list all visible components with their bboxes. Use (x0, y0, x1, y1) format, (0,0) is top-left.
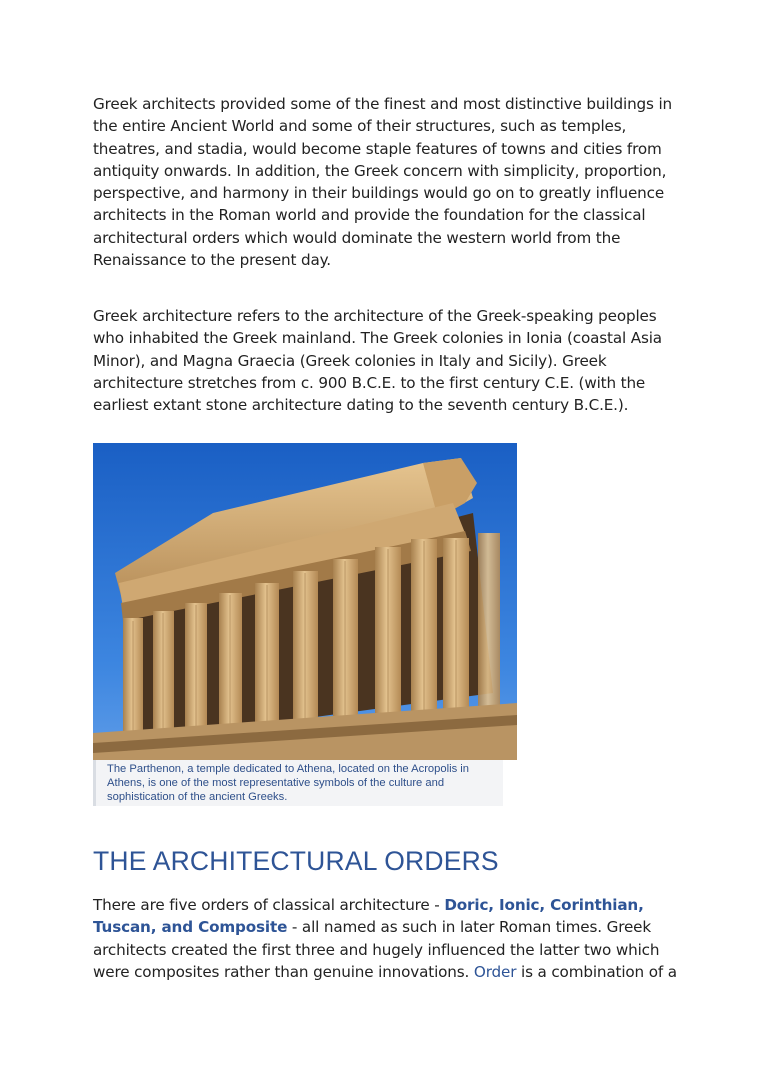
intro-paragraph-1: Greek architects provided some of the finest and most distinctive buildings in the entire Ancient World and some of their structures, such as temples, theatres, and stadia, would become staple features of towns and cities from antiquity onwards. In addition, the Greek concern with simplicity, proportion, perspective, and harmony in their buildings would go on to greatly influence architects in the Roman world and provide the foundation for the classical architectural orders which would dominate the western world from the Renaissance to the present day. (93, 95, 673, 270)
orders-paragraph (93, 894, 683, 983)
orders-text-middle: - all named as such in later Roman times. Greek architects created the first three and hugely influenced the latter two which were composites rather than genuine innovations. (93, 918, 660, 981)
intro-paragraph-2: Greek architecture refers to the architecture of the Greek-speaking peoples who inhabited the Greek mainland. The Greek colonies in Ionia (coastal Asia Minor), and Magna Graecia (Greek colonies in Italy and Sicily). Greek architecture stretches from c. 900 B.C.E. to the first century C.E. (with the earliest extant stone architecture dating to the seventh century B.C.E.). (93, 307, 662, 415)
parthenon-photo (93, 443, 517, 760)
figure-caption: The Parthenon, a temple dedicated to Athena, located on the Acropolis in Athens, is one of the most representative symbols of the culture and sophistication of the ancient Greeks. (93, 760, 503, 806)
section-heading: THE ARCHITECTURAL ORDERS (93, 846, 499, 876)
order-link[interactable]: Order (473, 962, 517, 981)
orders-text-start: There are five orders of classical architecture - (93, 896, 445, 914)
orders-text-end: is a combination of a (516, 962, 677, 981)
orders-list-link[interactable]: Doric, Ionic, Corinthian, Tuscan, and Composite (93, 896, 644, 937)
